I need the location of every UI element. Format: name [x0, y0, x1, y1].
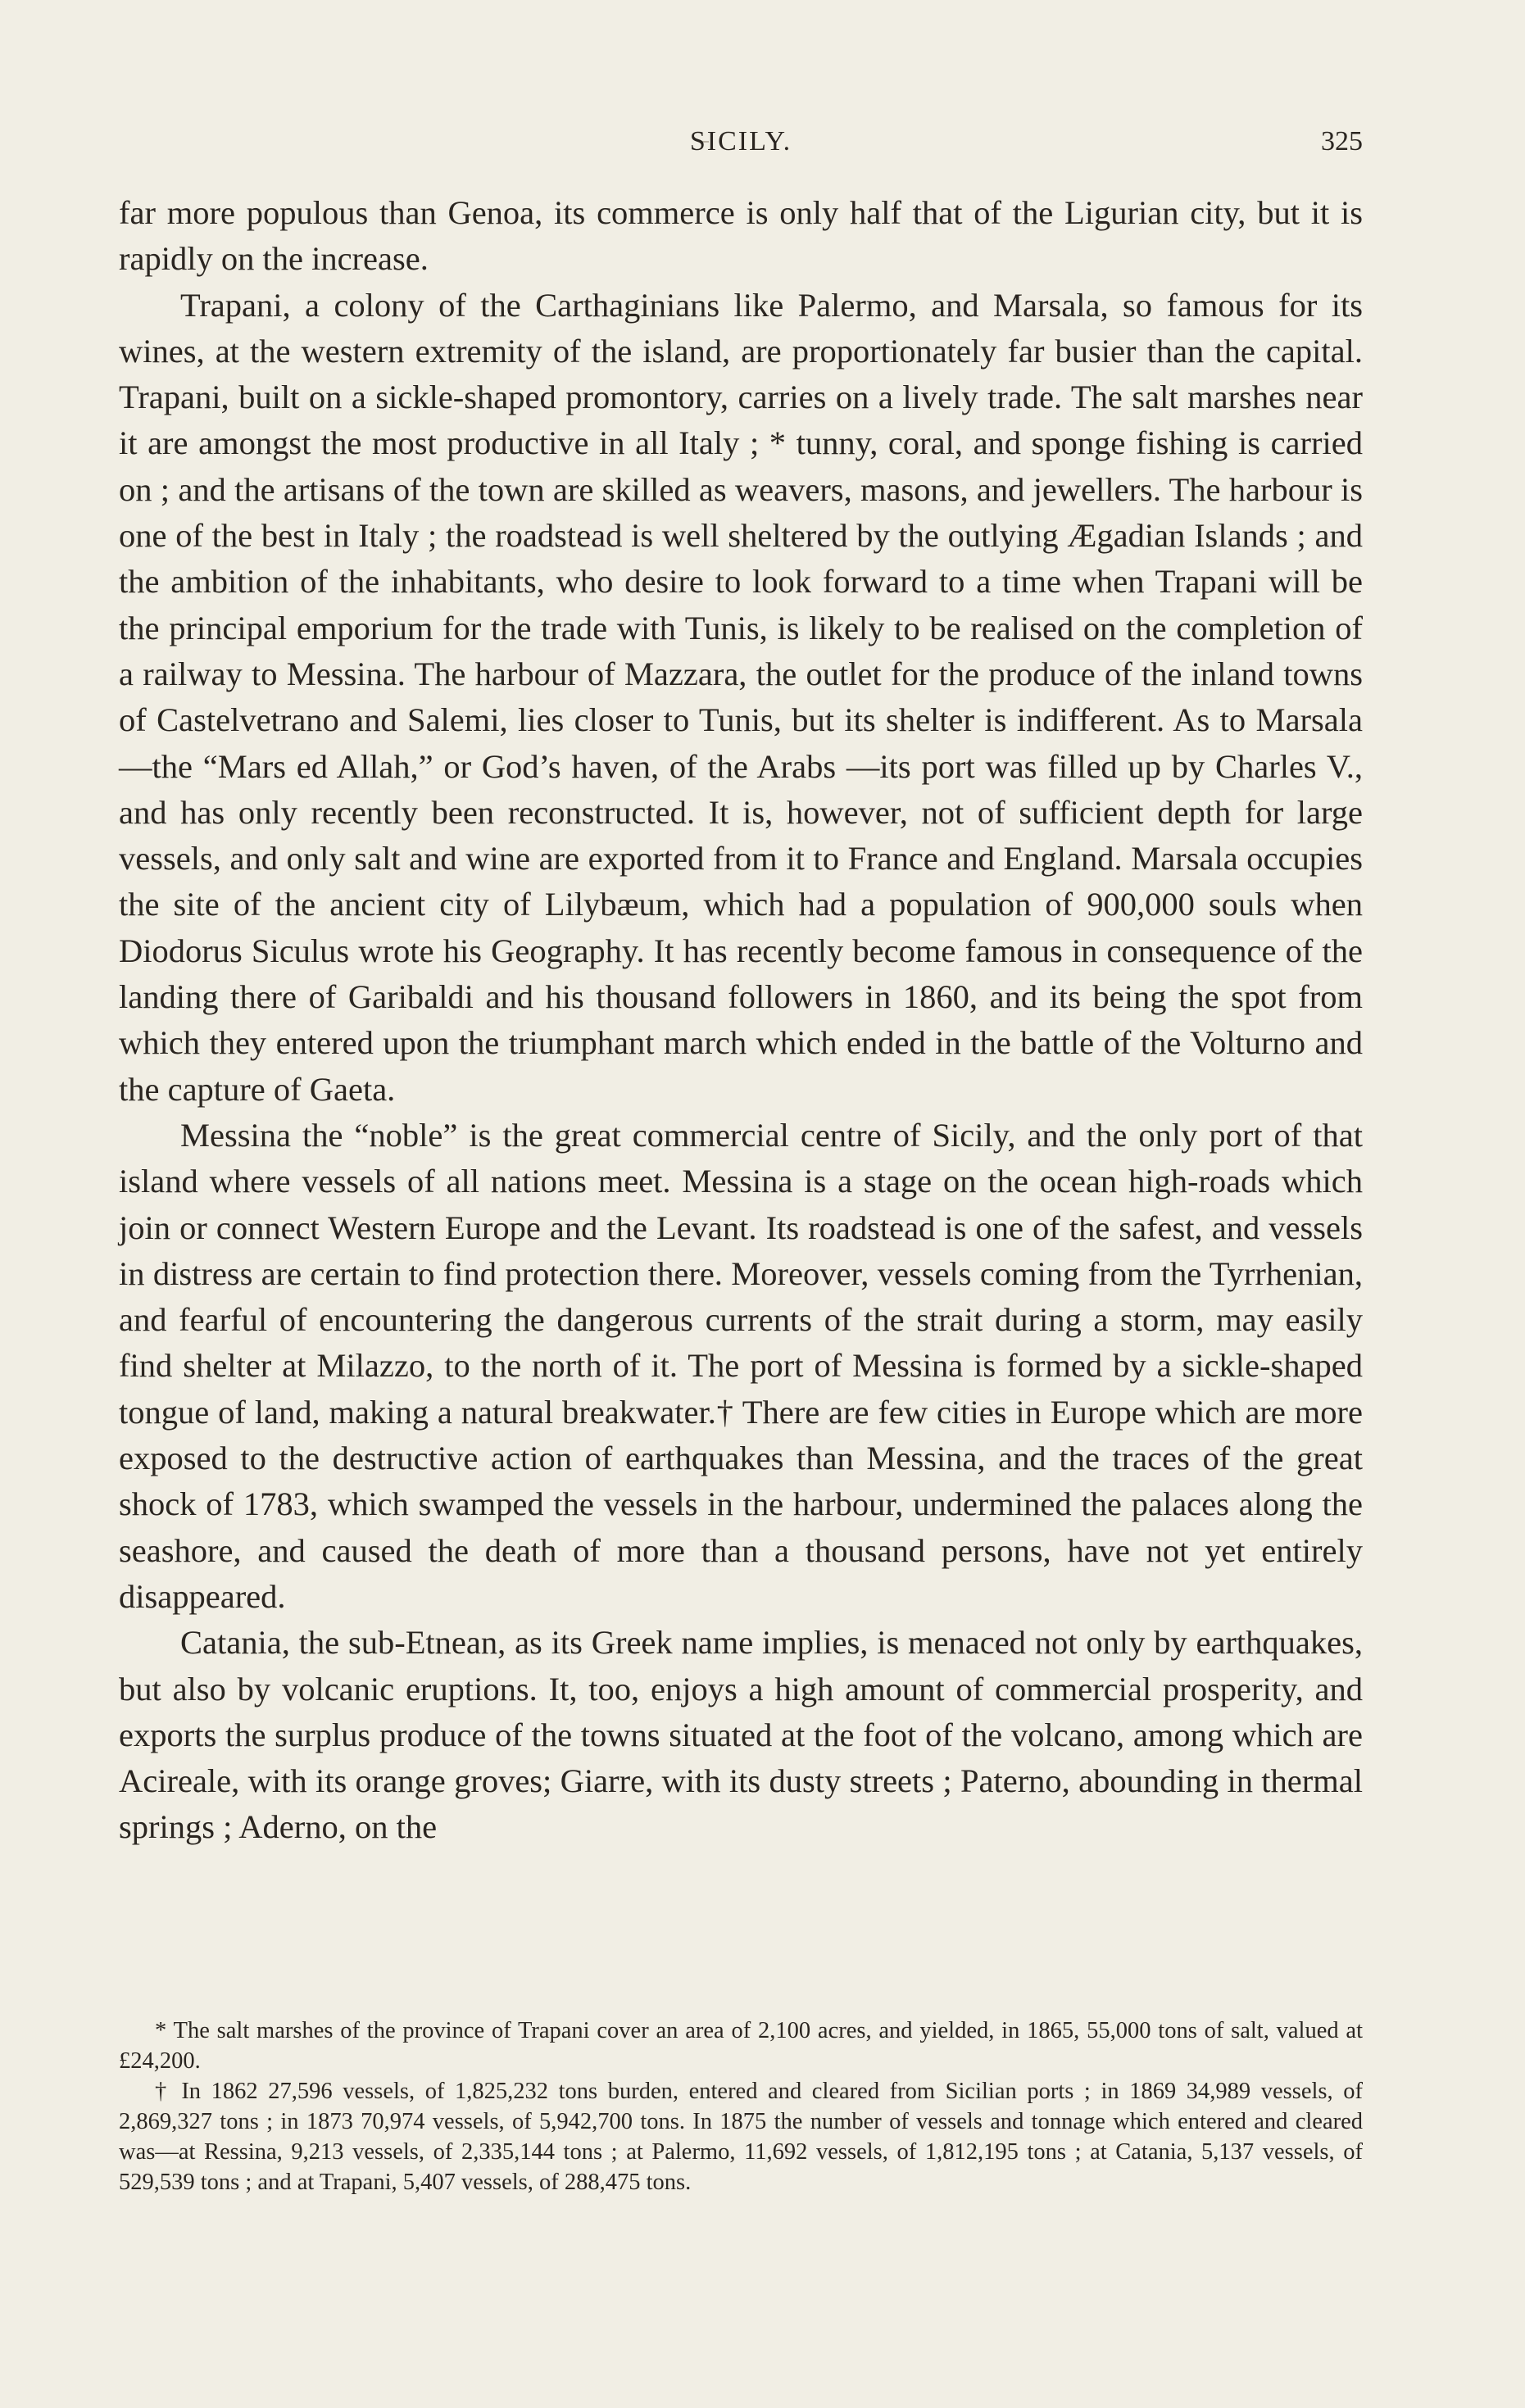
footnotes: [119, 2016, 1363, 2197]
page-header: [119, 120, 1363, 169]
paragraph-continued: far more populous than Genoa, its commerce is only half that of the Ligurian city, but it is rapidly on the increase.: [119, 194, 1363, 278]
paragraph-catania: Catania, the sub-Etnean, as its Greek name implies, is menaced not only by earthquakes, but also by volcanic eruptions. It, too, enjoys a high amount of commercial prosperity, and exports the surplus produce of the towns situated at the foot of the volcano, among which are Acireale, with its orange groves; Giarre, with its dusty streets ; Paterno, abounding in thermal springs ; Aderno, on the: [119, 1624, 1363, 1846]
footnote-vessels: † In 1862 27,596 vessels, of 1,825,232 tons burden, entered and cleared from Sicilian ports ; in 1869 34,989 vessels, of 2,869,327 tons ; in 1873 70,974 vessels, of 5,942,700 tons. In 1875 the number of vessels and tonnage which entered and cleared was—at Ressina, 9,213 vessels, of 2,335,144 tons ; at Palermo, 11,692 vessels, of 1,812,195 tons ; at Catania, 5,137 vessels, of 529,539 tons ; and at Trapani, 5,407 vessels, of 288,475 tons.: [119, 2079, 1363, 2195]
page-number: 325: [1321, 126, 1363, 156]
running-title: SICILY.: [689, 126, 792, 156]
footnote-salt-marshes: * The salt marshes of the province of Trapani cover an area of 2,100 acres, and yielded, in 1865, 55,000 tons of salt, valued at £24,200.: [119, 2018, 1363, 2074]
paragraph-messina: Messina the “noble” is the great commercial centre of Sicily, and the only port of that island where vessels of all nations meet. Messina is a stage on the ocean high-roads which join or connect Western Europe and the Levant. Its roadstead is one of the safest, and vessels in distress are certain to find protection there. Moreover, vessels coming from the Tyrrhenian, and fearful of encountering the dangerous currents of the strait during a storm, may easily find shelter at Milazzo, to the north of it. The port of Messina is formed by a sickle-shaped tongue of land, making a natural breakwater.† There are few cities in Europe which are more exposed to the destructive action of earthquakes than Messina, and the traces of the great shock of 1783, which swamped the vessels in the harbour, undermined the palaces along the seashore, and caused the death of more than a thousand persons, have not yet entirely disappeared.: [119, 1116, 1363, 1615]
body-text: [119, 190, 1363, 1851]
paragraph-trapani: Trapani, a colony of the Carthaginians like Palermo, and Marsala, so famous for its wines, at the western extremity of the island, are proportionately far busier than the capital. Trapani, built on a sickle-shaped promontory, carries on a lively trade. The salt marshes near it are amongst the most productive in all Italy ; * tunny, coral, and sponge fishing is carried on ; and the artisans of the town are skilled as weavers, masons, and jewellers. The harbour is one of the best in Italy ; the roadstead is well sheltered by the outlying Ægadian Islands ; and the ambition of the inhabitants, who desire to look forward to a time when Trapani will be the principal emporium for the trade with Tunis, is likely to be realised on the completion of a railway to Messina. The harbour of Mazzara, the outlet for the produce of the inland towns of Castelvetrano and Salemi, lies closer to Tunis, but its shelter is indifferent. As to Marsala—the “Mars ed Allah,” or God’s haven, of the Arabs —its port was filled up by Charles V., and has only recently been reconstructed. It is, however, not of sufficient depth for large vessels, and only salt and wine are exported from it to France and England. Marsala occupies the site of the ancient city of Lilybæum, which had a population of 900,000 souls when Diodorus Siculus wrote his Geography. It has recently become famous in consequence of the landing there of Garibaldi and his thousand followers in 1860, and its being the spot from which they entered upon the triumphant march which ended in the battle of the Volturno and the capture of Gaeta.: [119, 286, 1363, 1108]
